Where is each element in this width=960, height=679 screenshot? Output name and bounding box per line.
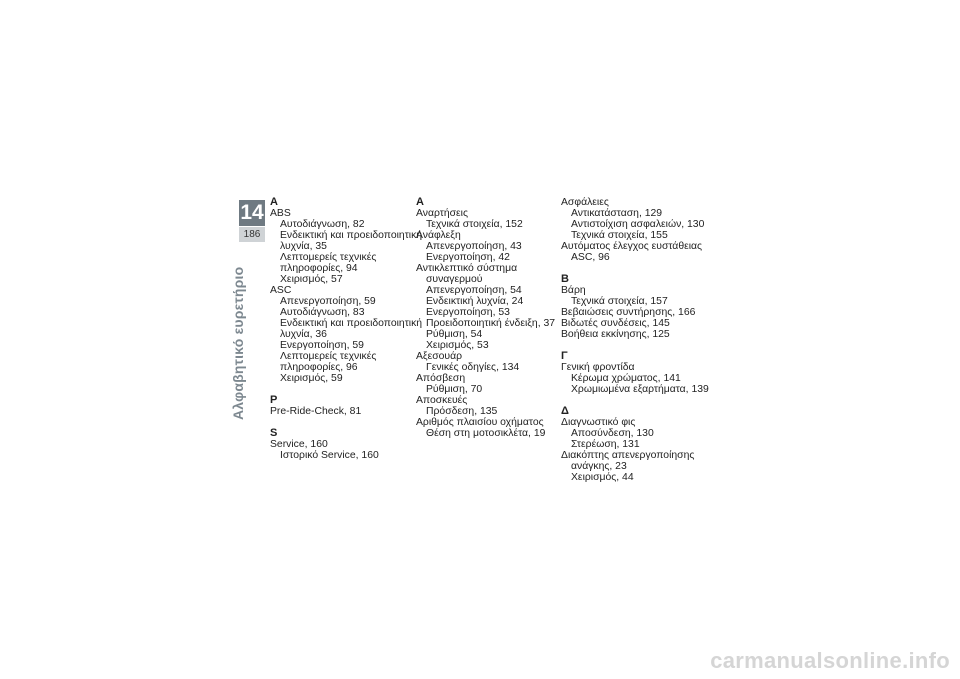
index-entry: Pre-Ride-Check, 81 — [270, 406, 362, 417]
index-subentry: Ενδεικτική και προειδοποιητική — [280, 230, 423, 241]
index-entry: Αριθμός πλαισίου οχήματος — [416, 417, 544, 428]
index-entry: Αναρτήσεις — [416, 208, 468, 219]
index-spacer — [561, 263, 711, 274]
watermark: carmanualsonline.info — [710, 648, 950, 673]
index-subentry: Ενεργοποίηση, 59 — [280, 340, 364, 351]
index-column-2 — [416, 197, 566, 439]
index-spacer — [270, 384, 420, 395]
index-entry: Γενική φροντίδα — [561, 362, 635, 373]
index-entry: Διακόπτης απενεργοποίησης — [561, 450, 695, 461]
index-column-1 — [270, 196, 423, 461]
index-entry: Βεβαιώσεις συντήρησης, 166 — [561, 307, 696, 318]
index-subentry: συναγερμού — [426, 274, 483, 285]
index-subentry: Αυτοδιάγνωση, 82 — [280, 219, 365, 230]
index-subentry: Αποσύνδεση, 130 — [571, 428, 654, 439]
index-subentry: ASC, 96 — [571, 252, 610, 263]
index-subentry: Χρωμιωμένα εξαρτήματα, 139 — [571, 384, 709, 395]
index-subentry: ανάγκης, 23 — [571, 461, 627, 472]
index-subentry: Απενεργοποίηση, 43 — [426, 241, 522, 252]
index-subentry: Ενδεικτική λυχνία, 24 — [426, 296, 524, 307]
index-letter-heading: P — [270, 394, 278, 406]
index-entry: Service, 160 — [270, 439, 328, 450]
index-spacer — [561, 340, 711, 351]
index-subentry: Απενεργοποίηση, 59 — [280, 296, 376, 307]
index-letter-heading: S — [270, 427, 278, 439]
index-entry: Αποσκευές — [416, 395, 468, 406]
index-subentry: Ενδεικτική και προειδοποιητική — [280, 318, 423, 329]
index-subentry: Τεχνικά στοιχεία, 152 — [426, 219, 523, 230]
index-spacer — [561, 395, 711, 406]
index-subentry: λυχνία, 35 — [280, 241, 327, 252]
index-spacer — [270, 417, 420, 428]
page-number: 186 — [239, 227, 265, 242]
index-subentry: Ενεργοποίηση, 53 — [426, 307, 510, 318]
index-subentry: Προειδοποιητική ένδειξη, 37 — [426, 318, 556, 329]
index-entry: Ασφάλειες — [561, 197, 609, 208]
index-entry: Βιδωτές συνδέσεις, 145 — [561, 318, 670, 329]
index-subentry: Χειρισμός, 59 — [280, 373, 343, 384]
index-subentry: Αντιστοίχιση ασφαλειών, 130 — [571, 219, 705, 230]
index-subentry: Χειρισμός, 57 — [280, 274, 343, 285]
index-entry: Αξεσουάρ — [416, 351, 463, 362]
index-entry: Βάρη — [561, 285, 586, 296]
index-entry: Ανάφλεξη — [416, 230, 461, 241]
index-subentry: Κέρωμα χρώματος, 141 — [571, 373, 681, 384]
index-entry: Βοήθεια εκκίνησης, 125 — [561, 329, 670, 340]
index-entry: Απόσβεση — [416, 373, 466, 384]
index-letter-heading: Α — [416, 196, 424, 208]
index-entry: Αντικλεπτικό σύστημα — [416, 263, 518, 274]
index-subentry: λυχνία, 36 — [280, 329, 327, 340]
index-subentry: Τεχνικά στοιχεία, 157 — [571, 296, 668, 307]
index-subentry: Γενικές οδηγίες, 134 — [426, 362, 520, 373]
index-subentry: Τεχνικά στοιχεία, 155 — [571, 230, 668, 241]
index-column-3 — [561, 197, 711, 483]
index-subentry: Απενεργοποίηση, 54 — [426, 285, 522, 296]
index-subentry: Πρόσδεση, 135 — [426, 406, 498, 417]
index-letter-heading: A — [270, 196, 278, 208]
index-subentry: Χειρισμός, 44 — [571, 472, 634, 483]
index-letter-heading: Γ — [561, 350, 568, 362]
index-subentry: Στερέωση, 131 — [571, 439, 640, 450]
index-subentry: Αυτοδιάγνωση, 83 — [280, 307, 365, 318]
index-subentry: Χειρισμός, 53 — [426, 340, 489, 351]
index-letter-heading: Β — [561, 273, 569, 285]
index-subentry: Λεπτομερείς τεχνικές — [280, 351, 377, 362]
index-entry: ABS — [270, 208, 291, 219]
index-entry: Αυτόματος έλεγχος ευστάθειας — [561, 241, 703, 252]
index-subentry: Θέση στη μοτοσικλέτα, 19 — [426, 428, 546, 439]
index-subentry: Ενεργοποίηση, 42 — [426, 252, 510, 263]
chapter-title: Αλφαβητικό ευρετήριο — [230, 266, 246, 420]
index-entry: ASC — [270, 285, 292, 296]
index-subentry: Ιστορικό Service, 160 — [280, 450, 379, 461]
index-letter-heading: Δ — [561, 405, 569, 417]
index-subentry: Αντικατάσταση, 129 — [571, 208, 663, 219]
index-subentry: Ρύθμιση, 70 — [426, 384, 483, 395]
index-subentry: Λεπτομερείς τεχνικές — [280, 252, 377, 263]
index-subentry: Ρύθμιση, 54 — [426, 329, 483, 340]
chapter-number: 14 — [240, 201, 264, 224]
index-entry: Διαγνωστικό φις — [561, 417, 636, 428]
index-subentry: πληροφορίες, 94 — [280, 263, 358, 274]
index-subentry: πληροφορίες, 96 — [280, 362, 358, 373]
